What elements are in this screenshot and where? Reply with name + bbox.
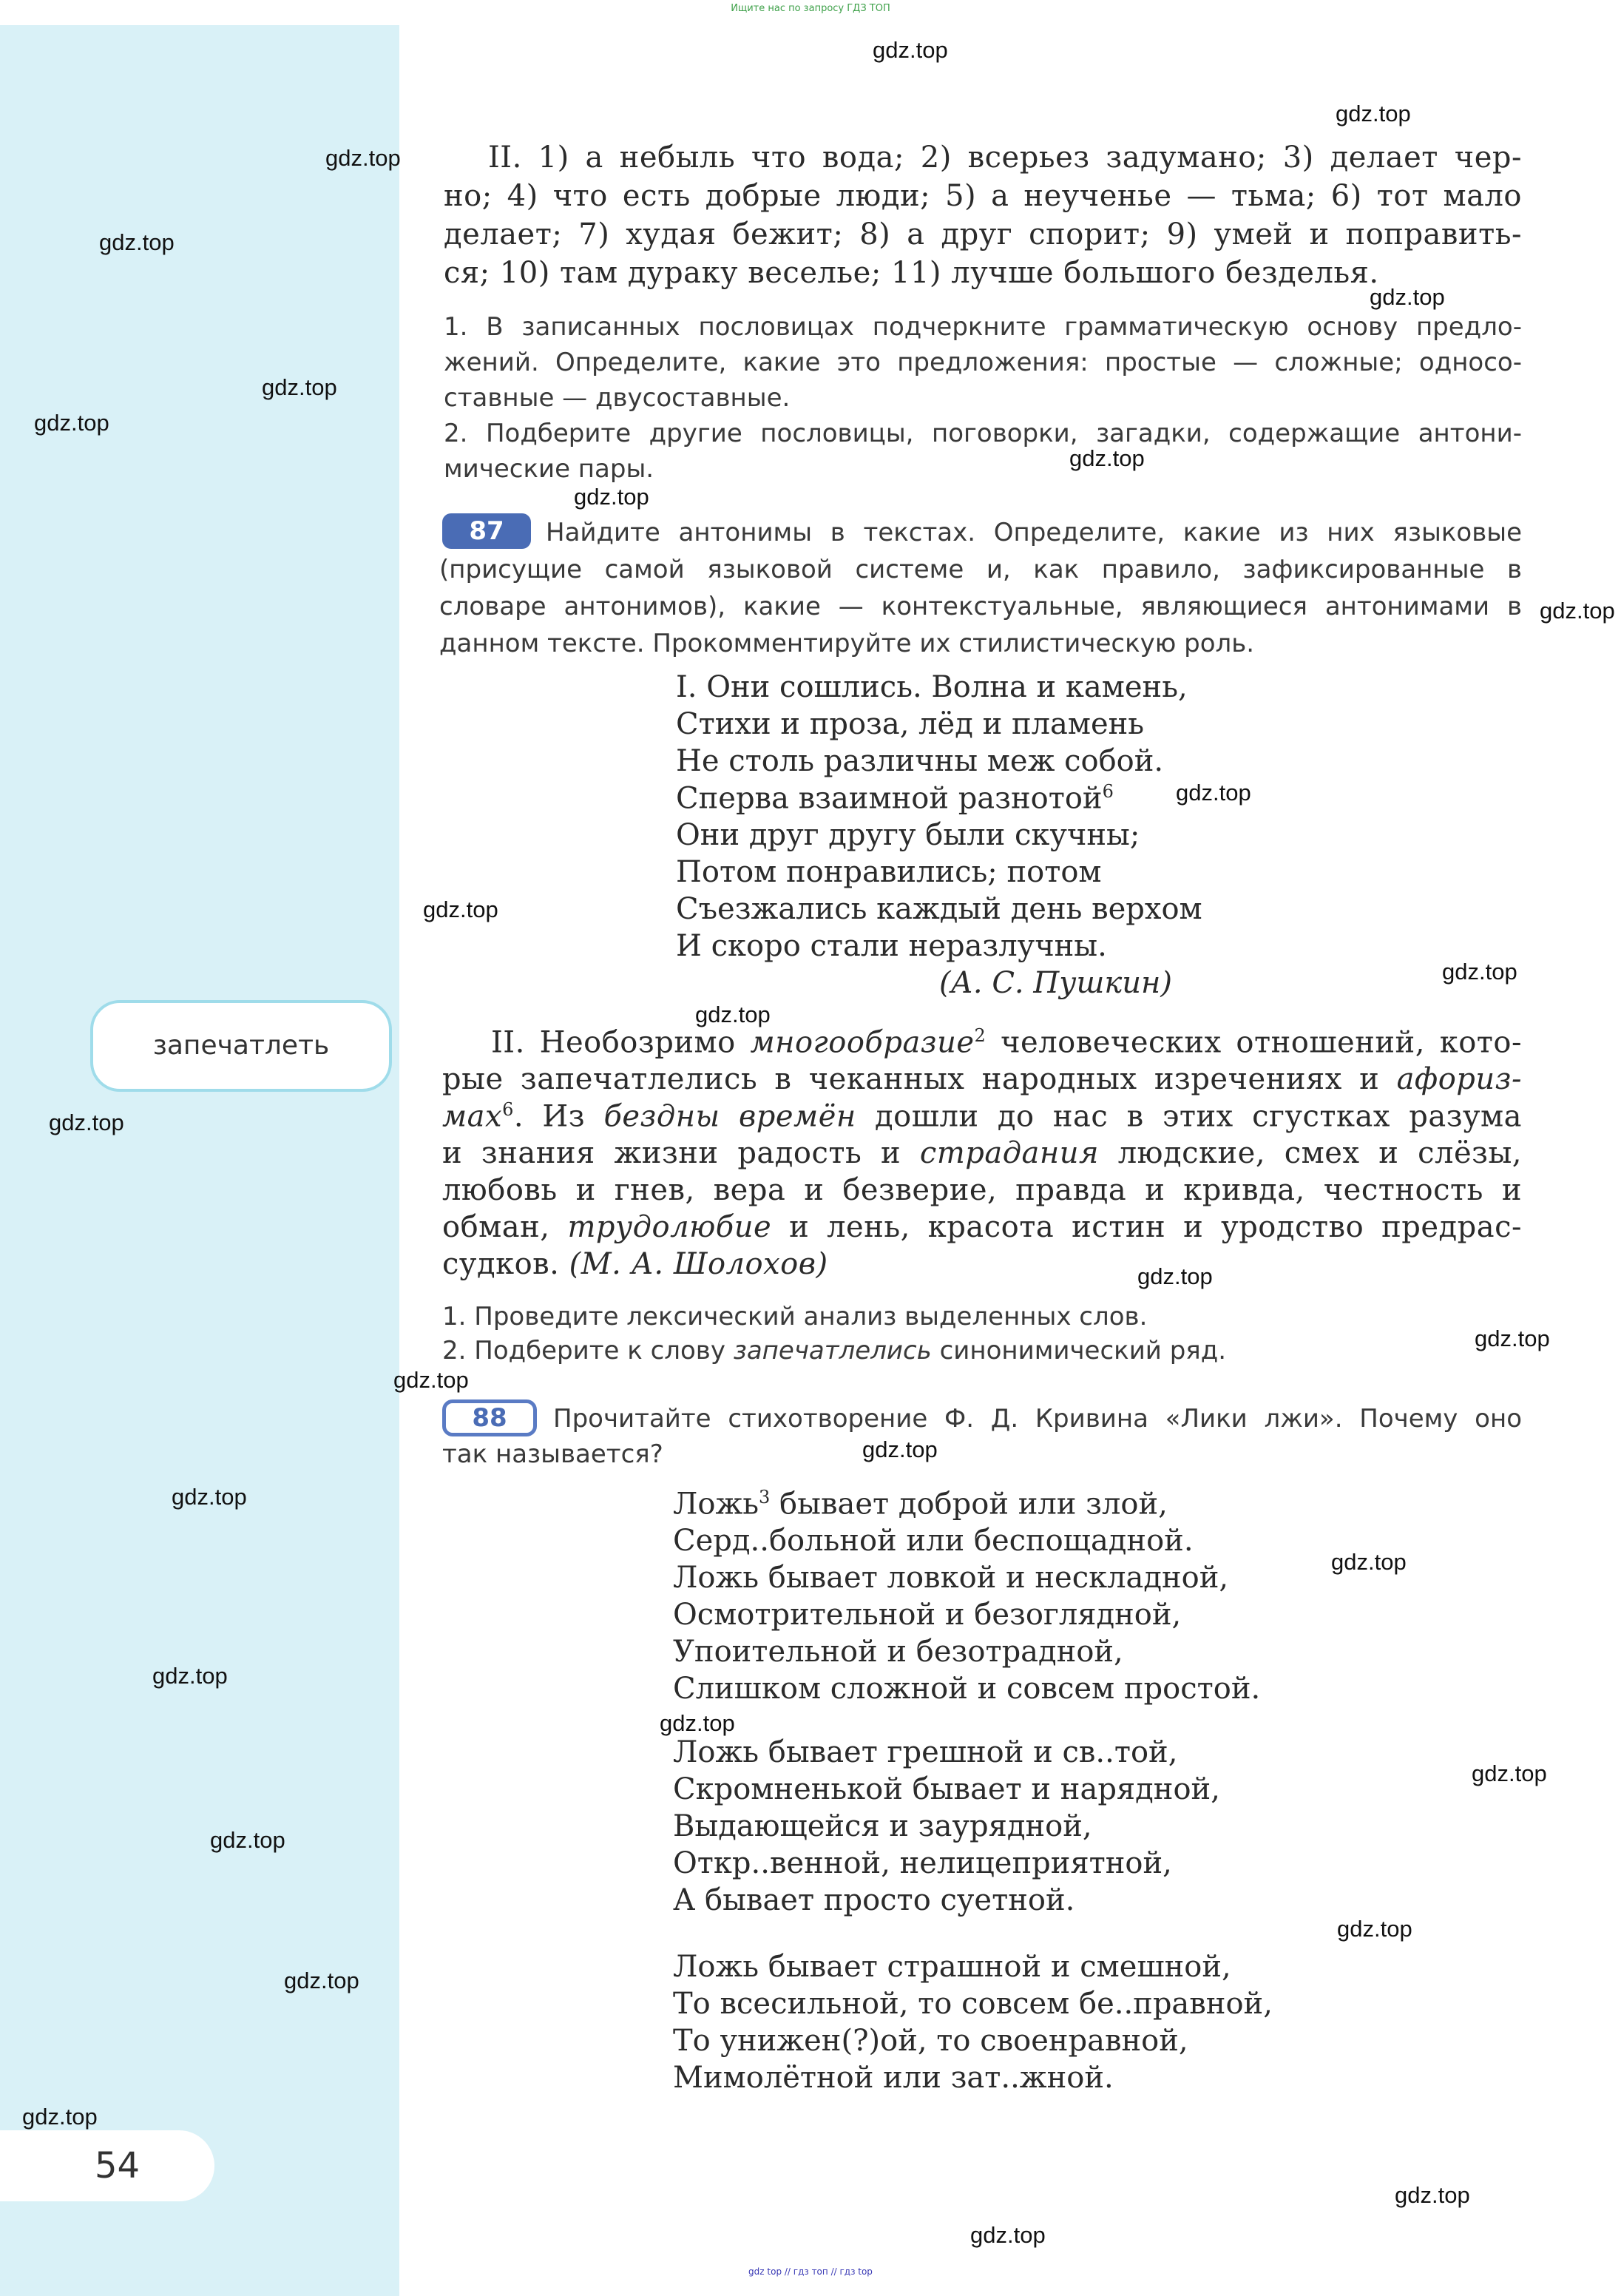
exercise-87-task-2: 2. Подберите к слову запечатлелись синонимический ряд. — [442, 1336, 1227, 1365]
watermark: gdz.top — [1540, 598, 1615, 624]
exercise-88-instruction-1: Прочитайте стихотворение Ф. Д. Кривина «Лики лжи». Почему оно — [553, 1404, 1522, 1434]
watermark: gdz.top — [1331, 1549, 1407, 1575]
watermark: gdz.top — [1472, 1760, 1547, 1786]
proverbs-line-4: ся; 10) там дураку веселье; 11) лучше большого безделья. — [444, 256, 1379, 290]
exercise-88-instruction-2: так называется? — [442, 1439, 663, 1469]
poem-87-line-2: Стихи и проза, лёд и пламень — [676, 707, 1145, 741]
watermark: gdz.top — [325, 145, 401, 171]
exercise-87-badge: 87 — [442, 513, 531, 549]
poem-88-line-6: Слишком сложной и совсем простой. — [673, 1672, 1261, 1706]
watermark: gdz.top — [34, 410, 109, 436]
watermark: gdz.top — [1442, 959, 1517, 985]
poem-88-line-2: Серд..больной или беспощадной. — [673, 1524, 1194, 1558]
poem-88-line-4: Осмотрительной и безоглядной, — [673, 1598, 1182, 1632]
poem-87-line-5: Они друг другу были скучны; — [676, 818, 1140, 852]
watermark: gdz.top — [695, 1002, 771, 1027]
poem-87-line-6: Потом понравились; потом — [676, 855, 1102, 889]
header-note: Ищите нас по запросу ГДЗ ТОП — [731, 3, 890, 14]
text-ii-line-2: рые запечатлелись в чеканных народных изречениях и афориз- — [442, 1062, 1522, 1096]
poem-88-line-3: Ложь бывает ловкой и нескладной, — [673, 1561, 1229, 1595]
text-ii-line-4: и знания жизни радость и страдания людские, смех и слёзы, — [442, 1136, 1522, 1170]
watermark: gdz.top — [660, 1710, 735, 1736]
text-ii-line-5: любовь и гнев, вера и безверие, правда и кривда, честность и — [442, 1173, 1522, 1207]
text-ii-line-7: судков. (М. А. Шолохов) — [442, 1247, 828, 1281]
text-ii-line-1: II. Необозримо многообразие$^2$ человеческих отношений, кото- — [491, 1025, 1523, 1060]
poem-88-line-14: То унижен(?)ой, то своенравной, — [673, 2024, 1188, 2058]
poem-88-line-9: Выдающейся и заурядной, — [673, 1809, 1092, 1843]
watermark: gdz.top — [873, 37, 948, 63]
poem-88-line-13: То всесильной, то совсем бе..правной, — [673, 1987, 1273, 2021]
task-line-5: мические пары. — [444, 454, 654, 484]
watermark: gdz.top — [172, 1484, 247, 1510]
vocabulary-word-box: запечатлеть — [90, 1000, 392, 1092]
poem-88-line-8: Скромненькой бывает и нарядной, — [673, 1772, 1220, 1806]
margin-sidebar — [0, 25, 399, 2296]
text-ii-line-3: мах$^6$. Из бездны времён дошли до нас в этих сгустках разума — [442, 1099, 1523, 1134]
text-ii-line-6: обман, трудолюбие и лень, красота истин и уродство предрас- — [442, 1210, 1523, 1244]
watermark: gdz.top — [152, 1663, 228, 1689]
exercise-87-task-1: 1. Проведите лексический анализ выделенных слов. — [442, 1302, 1148, 1331]
exercise-87-instruction-2: (присущие самой языковой системе и, как правило, зафиксированные в — [439, 555, 1522, 584]
task-line-2: жений. Определите, какие это предложения: простые — сложные; односо- — [444, 348, 1522, 377]
poem-87-line-8: И скоро стали неразлучны. — [676, 929, 1107, 963]
watermark: gdz.top — [393, 1367, 469, 1393]
exercise-87-instruction-1: Найдите антонимы в текстах. Определите, какие из них языковые — [546, 518, 1522, 547]
watermark: gdz.top — [210, 1827, 285, 1853]
watermark: gdz.top — [1337, 1916, 1412, 1942]
poem-88-line-11: А бывает просто суетной. — [673, 1883, 1075, 1917]
task-line-3: ставные — двусоставные. — [444, 383, 791, 413]
poem-88-line-10: Откр..венной, нелицеприятной, — [673, 1846, 1172, 1880]
poem-88-line-12: Ложь бывает страшной и смешной, — [673, 1950, 1231, 1984]
poem-88-line-15: Мимолётной или зат..жной. — [673, 2061, 1114, 2095]
watermark: gdz.top — [574, 484, 649, 510]
watermark: gdz.top — [1069, 445, 1145, 471]
exercise-88-badge: 88 — [442, 1399, 537, 1436]
watermark: gdz.top — [970, 2222, 1046, 2248]
exercise-87-instruction-3: словаре антонимов), какие — контекстуальные, являющиеся антонимами в — [439, 592, 1522, 621]
watermark: gdz.top — [284, 1968, 359, 1993]
watermark: gdz.top — [1370, 284, 1445, 310]
poem-87-line-1: I. Они сошлись. Волна и камень, — [676, 670, 1188, 704]
watermark: gdz.top — [22, 2104, 98, 2130]
page-number: 54 — [0, 2130, 214, 2201]
poem-88-line-5: Упоительной и безотрадной, — [673, 1635, 1123, 1669]
poem-87-line-4: Сперва взаимной разнотой$^6$ — [676, 781, 1114, 816]
proverbs-line-3: делает; 7) худая бежит; 8) а друг спорит; 9) умей и поправить- — [444, 217, 1522, 251]
proverbs-line-2: но; 4) что есть добрые люди; 5) а неученье — тьма; 6) тот мало — [444, 179, 1522, 213]
watermark: gdz.top — [1395, 2182, 1470, 2208]
watermark: gdz.top — [1336, 101, 1411, 126]
poem-87-author: (А. С. Пушкин) — [939, 966, 1172, 1000]
poem-87-line-7: Съезжались каждый день верхом — [676, 892, 1202, 926]
watermark: gdz.top — [423, 897, 498, 922]
exercise-87-instruction-4: данном тексте. Прокомментируйте их стилистическую роль. — [439, 629, 1255, 658]
watermark: gdz.top — [49, 1110, 124, 1135]
watermark: gdz.top — [1176, 780, 1251, 806]
watermark: gdz.top — [1475, 1326, 1550, 1351]
poem-87-line-3: Не столь различны меж собой. — [676, 744, 1164, 778]
task-line-4: 2. Подберите другие пословицы, поговорки, загадки, содержащие антони- — [444, 419, 1522, 448]
proverbs-line-1: II. 1) а небыль что вода; 2) всерьез задумано; 3) делает чер- — [488, 141, 1522, 175]
watermark: gdz.top — [862, 1436, 938, 1462]
footer-note: gdz top // гдз топ // гдз top — [748, 2266, 873, 2277]
task-line-1: 1. В записанных пословицах подчеркните грамматическую основу предло- — [444, 312, 1522, 342]
poem-88-line-7: Ложь бывает грешной и св..той, — [673, 1735, 1178, 1769]
watermark: gdz.top — [99, 229, 175, 255]
poem-88-line-1: Ложь$^3$ бывает доброй или злой, — [673, 1487, 1168, 1522]
watermark: gdz.top — [1137, 1263, 1213, 1289]
watermark: gdz.top — [262, 374, 337, 400]
